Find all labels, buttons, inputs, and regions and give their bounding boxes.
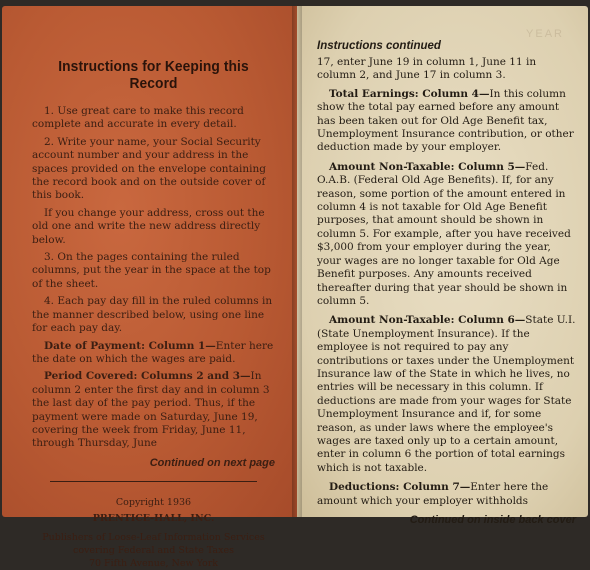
period-covered-text: In column 2 enter the first day and in column 3 the last day of the pay period. Thus, if the payment were made on Saturday, June 19, covering the week from Friday, June 11, through Thursday, June: [32, 370, 270, 450]
instructions-text: [32, 105, 275, 451]
right-page-heading: Instructions continued: [317, 40, 441, 52]
total-earnings-paragraph: [317, 88, 576, 155]
non-taxable-column-5-lead: Amount Non-Taxable: Column 5—: [329, 160, 526, 173]
book-gutter: [292, 6, 302, 517]
date-of-payment-lead: Date of Payment: Column 1—: [44, 339, 216, 352]
publisher-imprint: [32, 496, 275, 570]
date-of-payment-paragraph: [32, 340, 275, 367]
total-earnings-lead: Total Earnings: Column 4—: [329, 87, 490, 100]
page-title: Instructions for Keeping this Record: [58, 58, 249, 92]
period-covered-paragraph: [32, 370, 275, 450]
instructions-continued-text: [317, 56, 576, 508]
continued-note: Continued on next page: [149, 456, 275, 469]
deductions-paragraph: [317, 481, 576, 508]
continuation-paragraph: 17, enter June 19 in column 1, June 11 in column 2, and June 17 in column 3.: [317, 56, 537, 82]
divider: [50, 481, 257, 482]
step-4: 4. Each pay day fill in the ruled columns in the manner described below, using one line for each pay day.: [32, 295, 273, 335]
non-taxable-column-5-text: Fed. O.A.B. (Federal Old Age Benefits). If, for any reason, some portion of the amount entered in column 4 is not taxable for Old Age Benefit purposes, that amount should be shown in column 5. For example, after you have received $3,000 from your employer during the year, your wages are no longer taxable for Old Age Benefit purposes. Any amounts received thereafter during that year should be shown in column 5.: [317, 160, 571, 307]
continued-note-back-cover: Continued on inside back cover: [409, 514, 576, 526]
copyright: Copyright 1936: [115, 496, 192, 508]
publisher-line-1: Publishers of Loose-Leaf Information Services: [42, 531, 265, 543]
year-watermark: YEAR: [526, 28, 564, 40]
address-change-note: If you change your address, cross out the old one and write the new address directly below.: [32, 206, 265, 246]
non-taxable-column-6-lead: Amount Non-Taxable: Column 6—: [329, 314, 526, 327]
period-covered-lead: Period Covered: Columns 2 and 3—: [44, 370, 251, 383]
publisher-name: PRENTICE-HALL, INC.: [92, 512, 215, 524]
step-2: 2. Write your name, your Social Security account number and your address in the spaces provided on the envelope containing the record book and on the outside cover of this book.: [32, 135, 266, 202]
publisher-line-2: covering Federal and State Taxes: [73, 544, 234, 556]
deductions-lead: Deductions: Column 7—: [329, 481, 471, 494]
total-earnings-text: In this column show the total pay earned before any amount has been taken out for Old Age Benefit tax, Unemployment Insurance contribution, or other deduction made by your employer.: [317, 87, 574, 154]
date-of-payment-text: Enter here the date on which the wages are paid.: [32, 339, 274, 365]
non-taxable-column-6-text: State U.I. (State Unemployment Insurance). If the employee is not required to pay any contributions or taxes under the Unemployment Insurance law of the State in which he lives, no entries will be necessary in this column. If deductions are made from your wages for State Unemployment Insurance and if, for some reason, as under laws where the employee's wages are taxed only up to a certain amount, enter in column 6 the portion of total earnings which is not taxable.: [317, 314, 576, 474]
right-page: [297, 6, 588, 526]
non-taxable-column-6-paragraph: [317, 314, 576, 475]
left-page: [2, 6, 297, 569]
step-3: 3. On the pages containing the ruled columns, put the year in the space at the top of the sheet.: [32, 251, 271, 290]
publisher-line-3: 70 Fifth Avenue, New York: [88, 557, 219, 569]
step-1: 1. Use great care to make this record complete and accurate in every detail.: [32, 105, 244, 131]
non-taxable-column-5-paragraph: [317, 161, 576, 308]
deductions-text: Enter here the amount which your employer withholds: [317, 481, 549, 507]
